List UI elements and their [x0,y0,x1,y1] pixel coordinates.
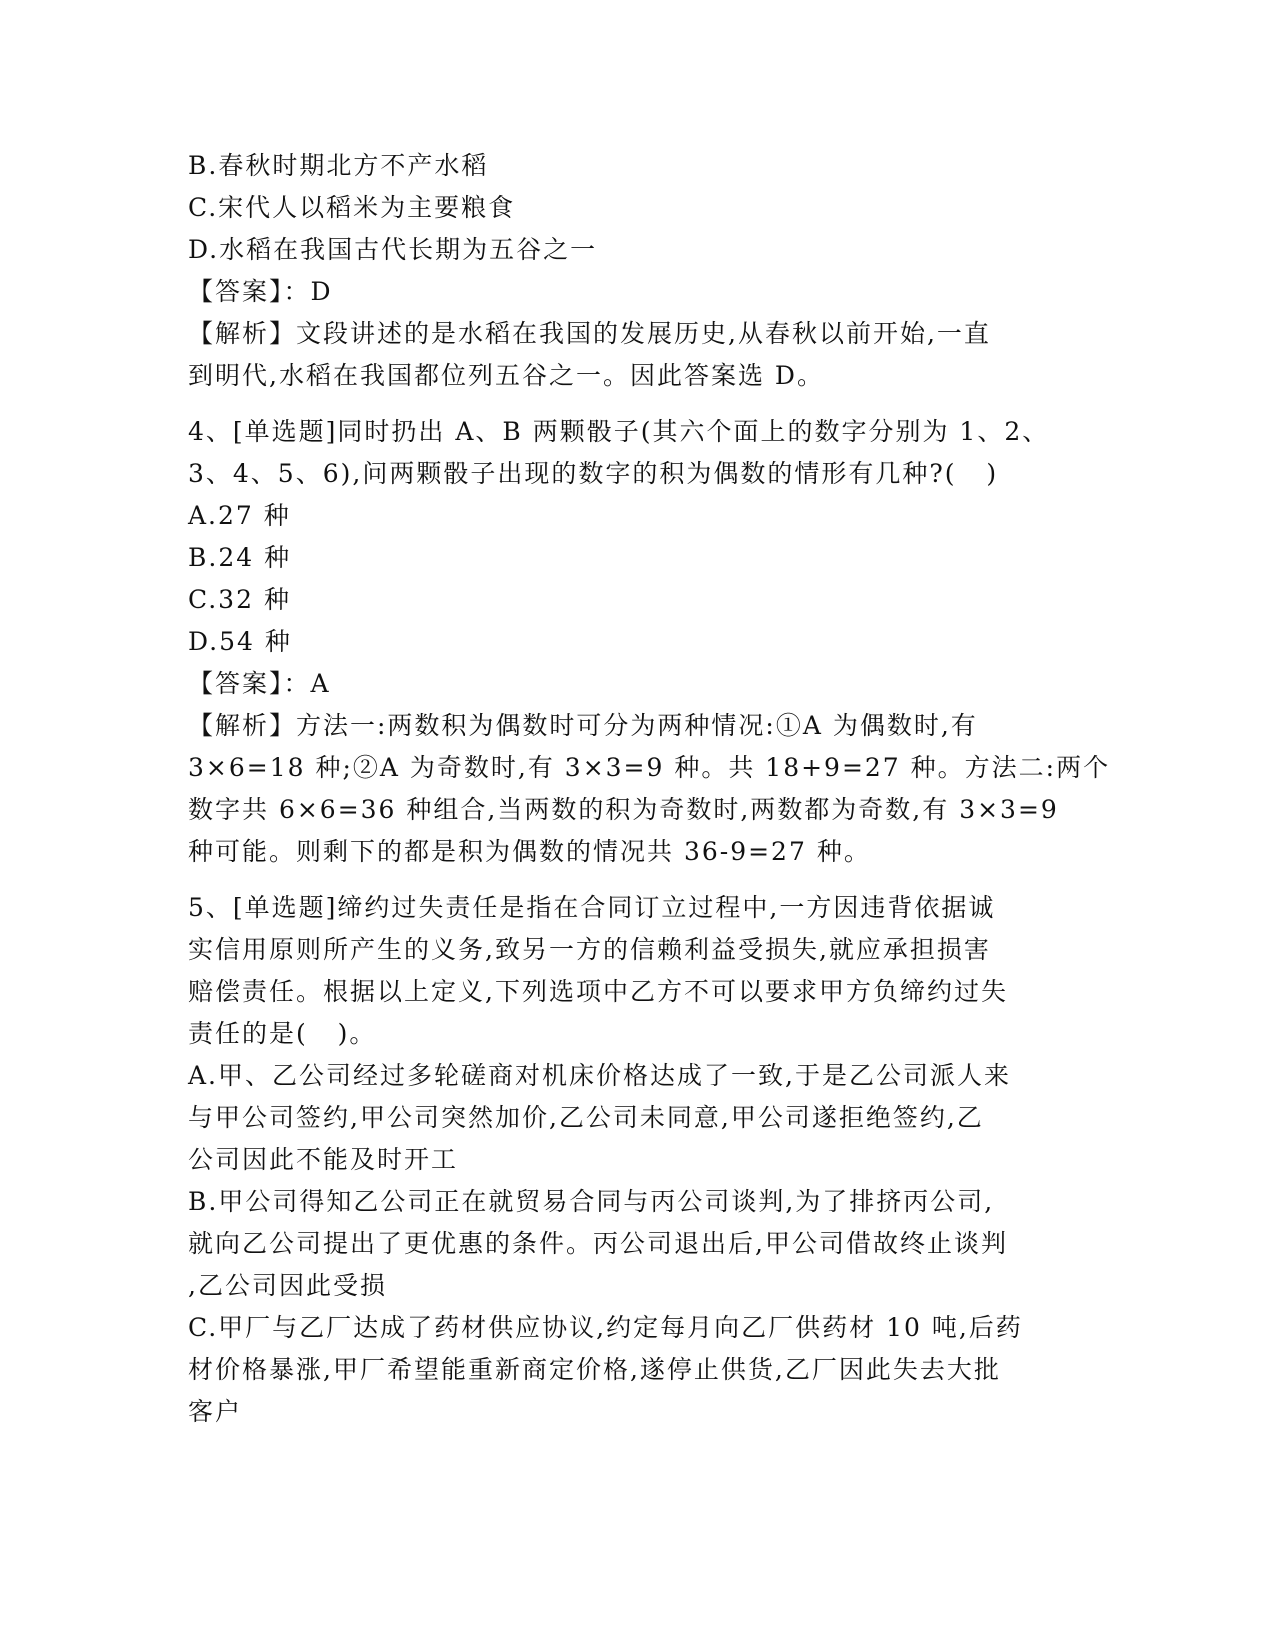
analysis-line: 到明代,水稻在我国都位列五谷之一。因此答案选 D。 [188,361,824,390]
option-b: 就向乙公司提出了更优惠的条件。丙公司退出后,甲公司借故终止谈判 [188,1229,1008,1258]
option-c: 客户 [188,1397,243,1426]
option-b: B.甲公司得知乙公司正在就贸易合同与丙公司谈判,为了排挤丙公司, [188,1187,995,1216]
question-stem: 5、[单选题]缔约过失责任是指在合同订立过程中,一方因违背依据诚 [188,893,996,922]
analysis-line: 【解析】文段讲述的是水稻在我国的发展历史,从春秋以前开始,一直 [188,319,991,348]
spacer [188,397,1088,411]
answer: 【答案】：A [188,669,331,698]
option-a: 公司因此不能及时开工 [188,1145,459,1174]
option-c: C.32 种 [188,585,291,614]
option-b: B.24 种 [188,543,292,572]
question-stem: 赔偿责任。根据以上定义,下列选项中乙方不可以要求甲方负缔约过失 [188,977,1008,1006]
question-stem: 3、4、5、6),问两颗骰子出现的数字的积为偶数的情形有几种?( ) [188,459,999,488]
question-stem: 责任的是( )。 [188,1019,377,1048]
option-b: ,乙公司因此受损 [188,1271,387,1300]
option-c: 材价格暴涨,甲厂希望能重新商定价格,遂停止供货,乙厂因此失去大批 [188,1355,1001,1384]
question-3-tail [188,145,1088,397]
option-c: C.甲厂与乙厂达成了药材供应协议,约定每月向乙厂供药材 10 吨,后药 [188,1313,1023,1342]
document-page [188,145,1111,1433]
option-d: D.54 种 [188,627,292,656]
question-stem: 4、[单选题]同时扔出 A、B 两颗骰子(其六个面上的数字分别为 1、2、 [188,417,1050,446]
answer: 【答案】：D [188,277,333,306]
option-b: B.春秋时期北方不产水稻 [188,151,489,180]
option-a: A.甲、乙公司经过多轮磋商对机床价格达成了一致,于是乙公司派人来 [188,1061,1011,1090]
spacer [188,873,1088,887]
analysis-line: 种可能。则剩下的都是积为偶数的情况共 36-9=27 种。 [188,837,871,866]
option-a: 与甲公司签约,甲公司突然加价,乙公司未同意,甲公司遂拒绝签约,乙 [188,1103,984,1132]
analysis-line: 数字共 6×6=36 种组合,当两数的积为奇数时,两数都为奇数,有 3×3=9 [188,795,1059,824]
analysis-line: 【解析】方法一:两数积为偶数时可分为两种情况:①A 为偶数时,有 [188,711,978,740]
option-c: C.宋代人以稻米为主要粮食 [188,193,516,222]
question-4 [188,411,1111,873]
option-d: D.水稻在我国古代长期为五谷之一 [188,235,598,264]
question-5 [188,887,1088,1433]
option-a: A.27 种 [188,501,291,530]
question-stem: 实信用原则所产生的义务,致另一方的信赖利益受损失,就应承担损害 [188,935,991,964]
analysis-line: 3×6=18 种;②A 为奇数时,有 3×3=9 种。共 18+9=27 种。方法二:两个 [188,753,1111,782]
